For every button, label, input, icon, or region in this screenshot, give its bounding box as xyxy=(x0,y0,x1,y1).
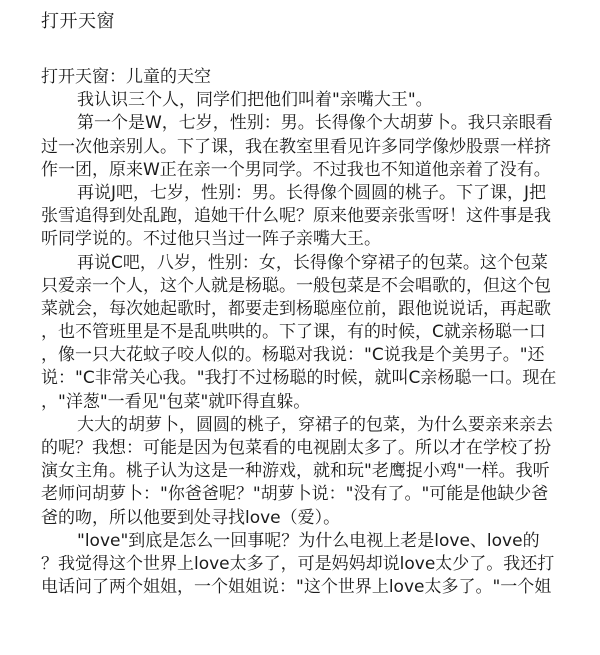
text-line: 只爱亲一个人，这个人就是杨聪。一般包菜是不会唱歌的，但这个包 xyxy=(41,275,551,296)
document-body xyxy=(41,66,581,599)
text-line: ，像一只大花蚊子咬人似的。杨聪对我说："C说我是个美男子。"还 xyxy=(41,345,545,366)
text-line: 过一次他亲别人。下了课，我在教室里看见许多同学像炒股票一样挤 xyxy=(41,136,551,157)
text-line: 的呢？我想：可能是因为包菜看的电视剧太多了。所以才在学校了扮 xyxy=(41,438,551,458)
document-title: 打开天窗 xyxy=(41,11,115,32)
text-line: ？我觉得这个世界上love太多了，可是妈妈却说love太少了。我还打 xyxy=(41,553,555,574)
text-line: 大大的胡萝卜，圆圆的桃子，穿裙子的包菜，为什么要亲来亲去 xyxy=(77,414,553,435)
text-line: 说："C非常关心我。"我打不过杨聪的时候，就叫C亲杨聪一口。现在 xyxy=(41,368,557,389)
text-line: 再说J吧，七岁，性别：男。长得像个圆圆的桃子。下了课，J把 xyxy=(77,182,547,203)
text-line: ，也不管班里是不是乱哄哄的。下了课，有的时候，C就亲杨聪一口 xyxy=(41,322,546,343)
text-line: 听同学说的。不过他只当过一阵子亲嘴大王。 xyxy=(41,229,381,250)
text-line: 爸的吻，所以他要到处寻找love（爱）。 xyxy=(41,507,341,528)
text-line: 第一个是W，七岁，性别：男。长得像个大胡萝卜。我只亲眼看 xyxy=(77,113,553,134)
text-line: 菜就会，每次她起歌时，都要走到杨聪座位前，跟他说说话，再起歌 xyxy=(41,298,551,319)
text-line: ，"洋葱"一看见"包菜"就吓得直躲。 xyxy=(41,391,311,412)
text-line: "love"到底是怎么一回事呢？为什么电视上老是love、love的 xyxy=(77,530,540,551)
text-line: 再说C吧，八岁，性别：女，长得像个穿裙子的包菜。这个包菜 xyxy=(77,252,548,273)
text-line: 张雪追得到处乱跑，追她干什么呢？原来他要亲张雪呀！这件事是我 xyxy=(41,206,551,227)
text-line: 演女主角。桃子认为这是一种游戏，就和玩"老鹰捉小鸡"一样。我听 xyxy=(41,461,550,482)
text-line: 我认识三个人，同学们把他们叫着"亲嘴大王"。 xyxy=(77,90,433,111)
text-line: 打开天窗：儿童的天空 xyxy=(41,67,211,87)
text-line: 作一团，原来W正在亲一个男同学。不过我也不知道他亲着了没有。 xyxy=(41,159,551,180)
text-line: 老师问胡萝卜："你爸爸呢？"胡萝卜说："没有了。"可能是他缺少爸 xyxy=(41,484,549,505)
text-line: 电话问了两个姐姐，一个姐姐说："这个世界上love太多了。"一个姐 xyxy=(41,577,552,598)
